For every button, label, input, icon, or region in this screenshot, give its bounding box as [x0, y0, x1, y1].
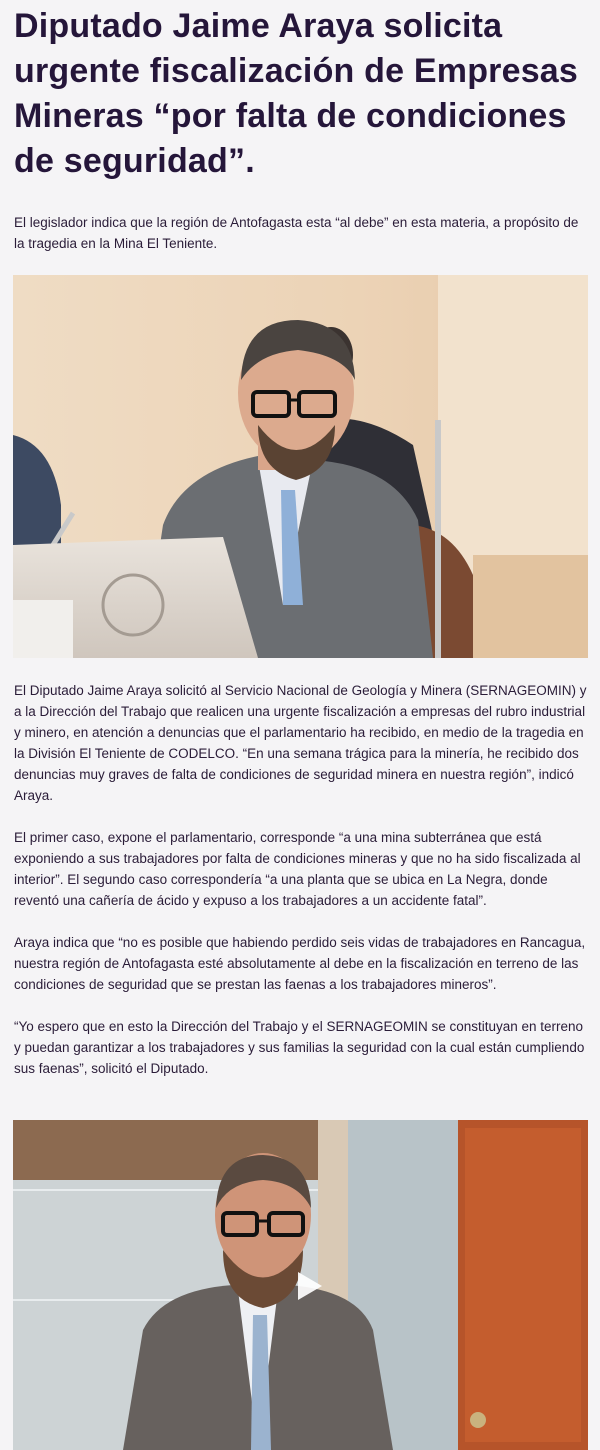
- article-paragraph: El Diputado Jaime Araya solicitó al Servicio Nacional de Geología y Minera (SERNAGEOMIN) y a la Dirección del Trabajo que realicen una urgente fiscalización a empresas del rubro industrial y minero, en atención a denuncias que el parlamentario ha recibido, en medio de la tragedia en la División El Teniente de CODELCO. “En una semana trágica para la minería, he recibido dos denuncias muy graves de falta de condiciones de seguridad minera en nuestra región”, indicó Araya.: [14, 683, 587, 803]
- article-title: Diputado Jaime Araya solicita urgente fiscalización de Empresas Mineras “por falta de condiciones de seguridad”.: [14, 7, 579, 180]
- article-photo: [13, 275, 588, 658]
- article-paragraph: Araya indica que “no es posible que habiendo perdido seis vidas de trabajadores en Rancagua, nuestra región de Antofagasta esté absolutamente al debe en la fiscalización en terreno de las condiciones de seguridad que se prestan las faenas a los trabajadores mineros”.: [14, 935, 586, 992]
- article-paragraph: “Yo espero que en esto la Dirección del Trabajo y el SERNAGEOMIN se constituyan en terreno y puedan garantizar a los trabajadores y sus familias la seguridad con la cual están cumpliendo sus faenas”, solicitó el Diputado.: [14, 1019, 585, 1076]
- article-body: [14, 680, 589, 1100]
- article-paragraph: El primer caso, expone el parlamentario, corresponde “a una mina subterránea que está exponiendo a sus trabajadores por falta de condiciones mineras y que no ha sido fiscalizada al interior”. El segundo caso correspondería “a una planta que se ubica en La Negra, donde reventó una cañería de ácido y expuso a los trabajadores a un accidente fatal”.: [14, 830, 581, 908]
- article-lead: El legislador indica que la región de Antofagasta esta “al debe” en esta materia, a propósito de la tragedia en la Mina El Teniente.: [14, 215, 579, 251]
- play-icon[interactable]: [288, 1266, 328, 1306]
- article-video[interactable]: [13, 1120, 588, 1450]
